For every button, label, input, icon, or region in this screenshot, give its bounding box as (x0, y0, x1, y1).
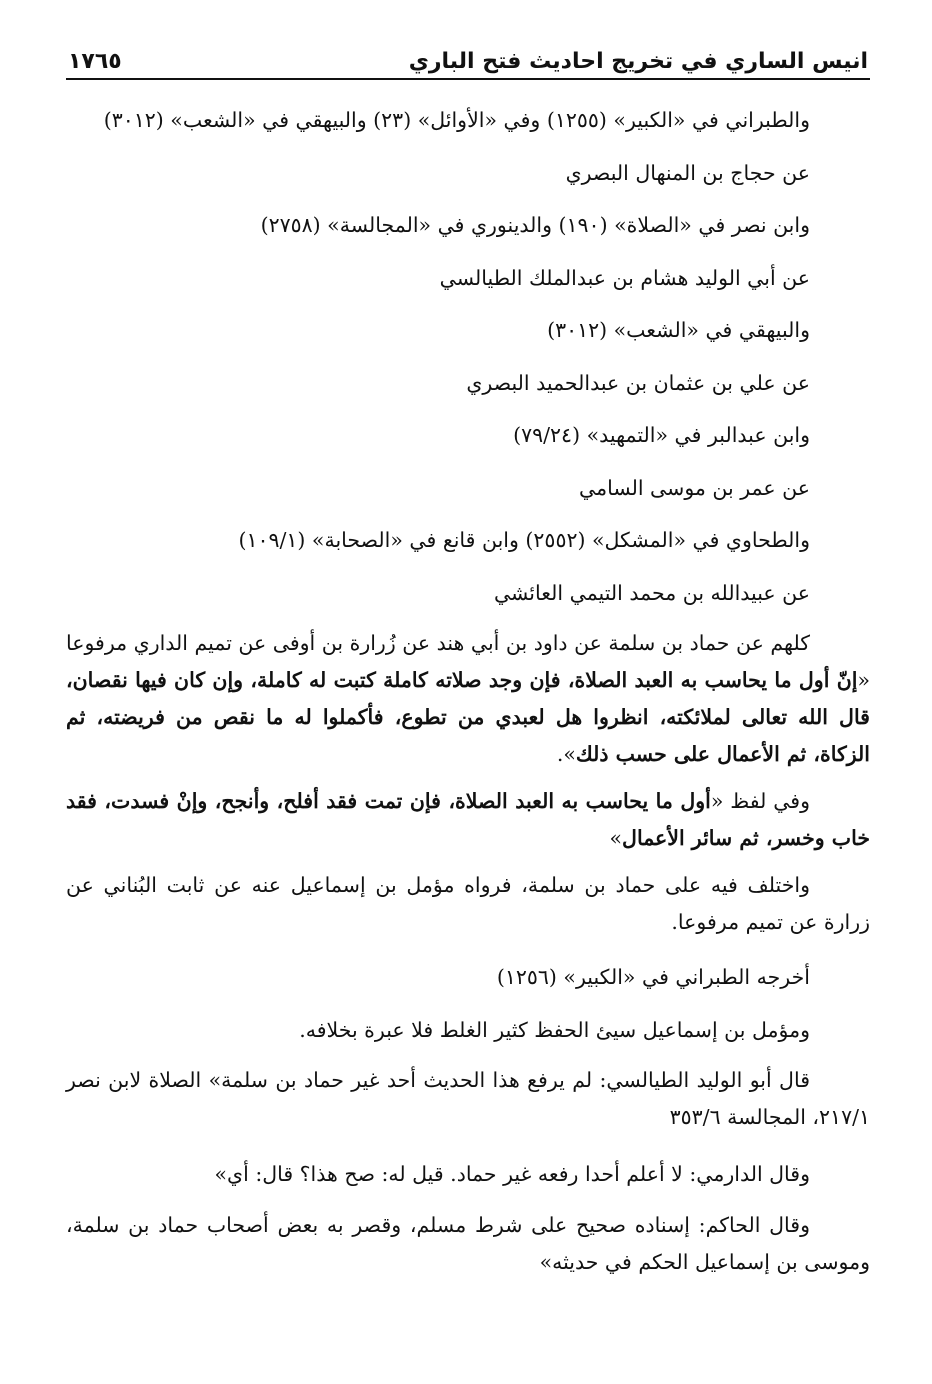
text-line: عن علي بن عثمان بن عبدالحميد البصري (466, 370, 810, 395)
running-title: انيس الساري في تخريج احاديث فتح الباري (408, 49, 868, 74)
text-line-darimi: وقال الدارمي: لا أعلم أحدا رفعه غير حماد. قيل له: صح هذا؟ قال: أي» (214, 1162, 810, 1186)
text-line: عن أبي الوليد هشام بن عبدالملك الطيالسي (439, 265, 810, 290)
paragraph-hakim: وقال الحاكم: إسناده صحيح على شرط مسلم، وقصر به بعض أصحاب حماد بن سلمة، وموسى بن إسماعيل الحكم في حديثه» (66, 1212, 870, 1274)
hadith-intro: كلهم عن حماد بن سلمة عن داود بن أبي هند عن زُرارة بن أوفى عن تميم الداري مرفوعا « (65, 631, 870, 692)
text-line: والطبراني في «الكبير» (١٢٥٥) وفي «الأوائل» (٢٣) والبيهقي في «الشعب» (٣٠١٢) (103, 108, 810, 132)
paragraph-hadith-variant (66, 783, 870, 857)
paragraph-ikhtilaf: واختلف فيه على حماد بن سلمة، فرواه مؤمل بن إسماعيل عنه عن ثابت البُناني عن زرارة عن تميم مرفوعا. (66, 873, 870, 934)
text-line: عن عمر بن موسى السامي (579, 475, 810, 500)
paragraph-hadith-main (66, 625, 870, 773)
text-line: عن عبيدالله بن محمد التيمي العائشي (493, 580, 810, 605)
text-line: وابن عبدالبر في «التمهيد» (٧٩/٢٤) (513, 423, 810, 447)
paragraph-tayalisi: قال أبو الوليد الطيالسي: لم يرفع هذا الحديث أحد غير حماد بن سلمة» الصلاة لابن نصر ٢١٧/١، المجالسة ٣٥٣/٦ (66, 1068, 870, 1129)
page-body (66, 94, 870, 1281)
variant-close: » (609, 826, 623, 850)
variant-text: أول ما يحاسب به العبد الصلاة، فإن تمت فقد أفلح، وأنجح، وإنْ فسدت، فقد خاب وخسر، ثم سائر الأعمال (66, 789, 870, 850)
text-line: عن حجاج بن المنهال البصري (565, 160, 810, 185)
text-line-takhrij: أخرجه الطبراني في «الكبير» (١٢٥٦) (496, 965, 810, 989)
variant-intro: وفي لفظ « (710, 789, 810, 813)
text-line-muammal: ومؤمل بن إسماعيل سيئ الحفظ كثير الغلط فلا عبرة بخلافه. (299, 1017, 810, 1042)
hadith-text: إنّ أول ما يحاسب به العبد الصلاة، فإن وجد صلاته كاملة كتبت له كاملة، وإن كان فيها نقصان، قال الله تعالى لملائكته، انظروا هل لعبدي من تطوع، فأكملوا له ما نقص من فريضته، ثم الزكاة، ثم الأعمال على حسب ذلك (66, 668, 870, 766)
hadith-close: ». (556, 742, 576, 766)
text-line: وابن نصر في «الصلاة» (١٩٠) والدينوري في «المجالسة» (٢٧٥٨) (260, 213, 810, 237)
text-line: والبيهقي في «الشعب» (٣٠١٢) (547, 318, 810, 342)
page-number: ١٧٦٥ (68, 49, 122, 74)
page-header (66, 30, 870, 80)
text-line: والطحاوي في «المشكل» (٢٥٥٢) وابن قانع في «الصحابة» (١٠٩/١) (238, 528, 810, 552)
